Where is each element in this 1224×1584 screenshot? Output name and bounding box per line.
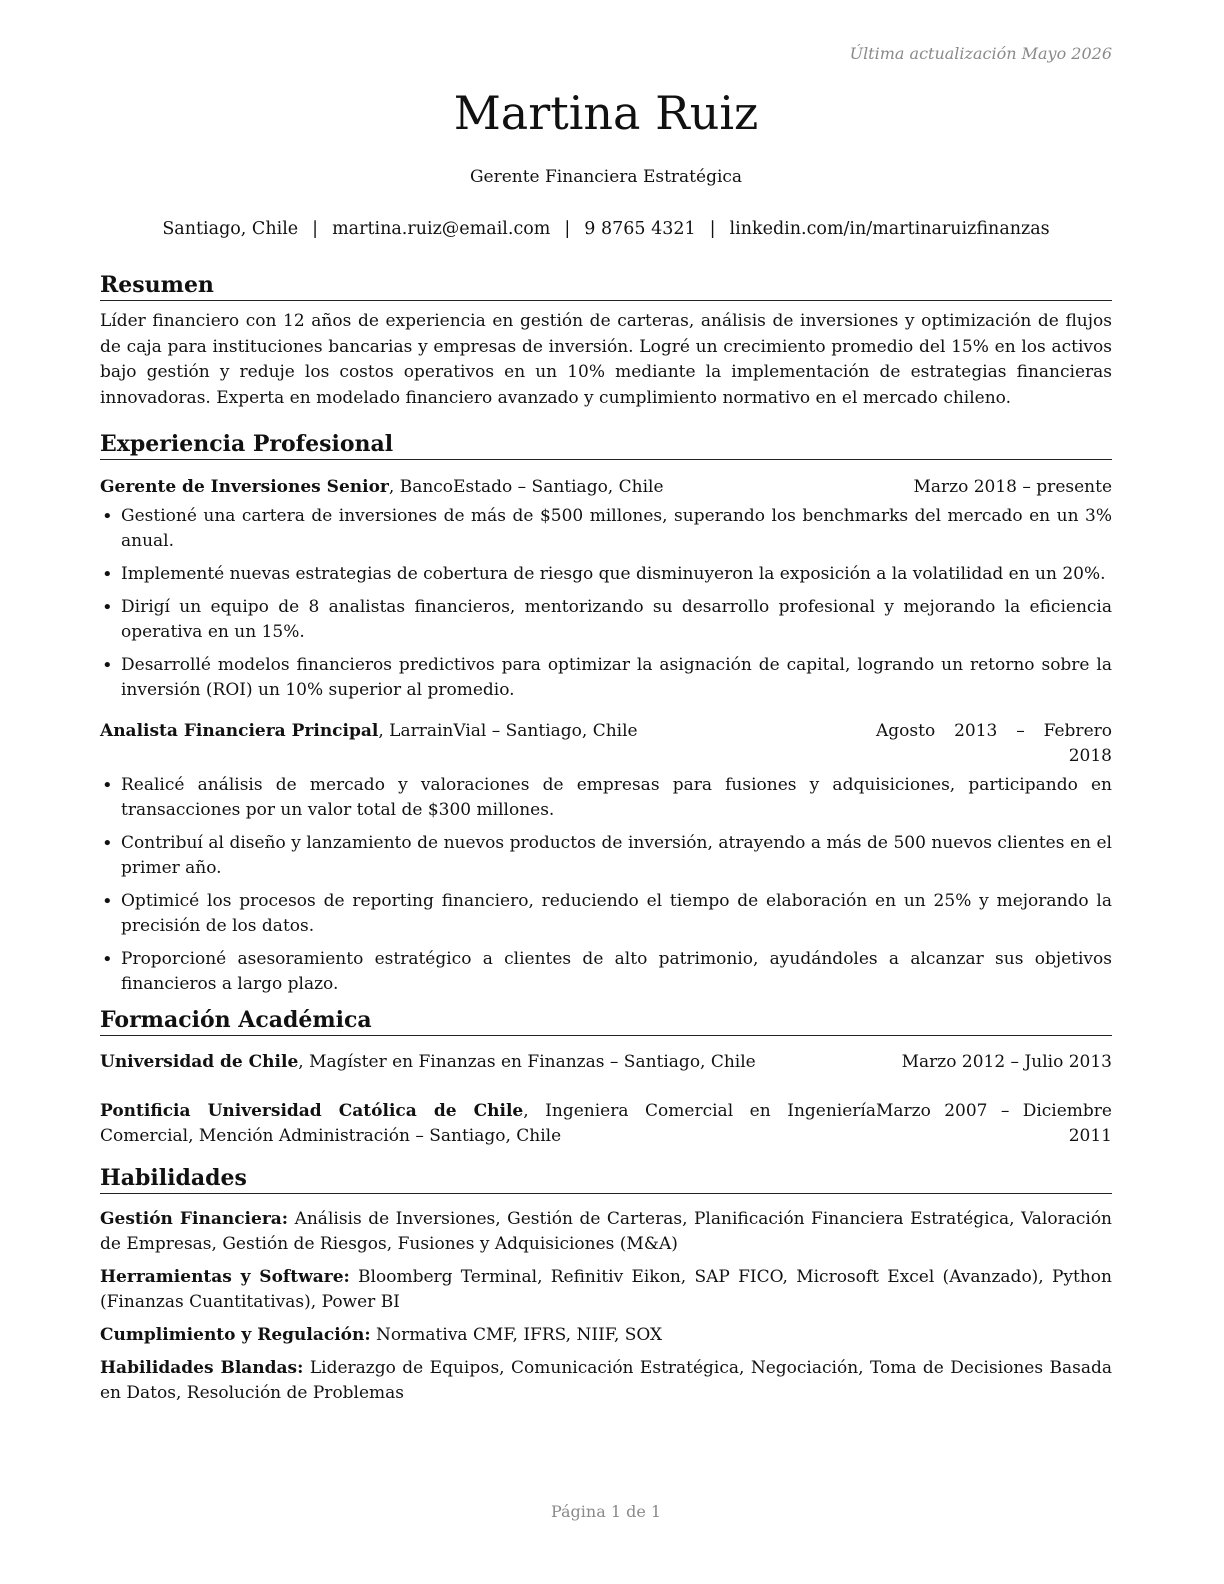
summary-text: Líder financiero con 12 años de experiencia en gestión de carteras, análisis de inversiones y optimización de flujos de caja para instituciones bancarias y empresas de inversión. Logré un crecimiento promedio del 15% en los activos bajo gestión y reduje los costos operativos en un 10% mediante la implementación de estrategias financieras innovadoras. Experta en modelado financiero avanzado y cumplimiento normativo en el mercado chileno. [100,311,1112,408]
candidate-name: Martina Ruiz [453,86,759,140]
skill-value: Bloomberg Terminal, Refinitiv Eikon, SAP FICO, Microsoft Excel (Avanzado), Python (Finanzas Cuantitativas), Power BI [100,1267,1112,1312]
job-company: , LarrainVial – Santiago, Chile [378,721,638,741]
list-item: • Optimicé los procesos de reporting financiero, reduciendo el tiempo de elaboración en un 25% y mejorando la precisión de los datos. [100,889,1112,939]
resume-page [100,0,1112,1584]
skill-row [100,1265,1112,1315]
job-header [100,475,1112,500]
job-position: Analista Financiera Principal [100,721,379,741]
job-dates: Agosto 2013 – Febrero 2018 [876,721,1112,766]
list-item: • Realicé análisis de mercado y valoraciones de empresas para fusiones y adquisiciones, participando en transacciones por un valor total de $300 millones. [100,773,1112,823]
education-section [100,1006,1112,1149]
list-item: • Gestioné una cartera de inversiones de más de $500 millones, superando los benchmarks del mercado en un 3% anual. [100,504,1112,554]
list-item: • Implementé nuevas estrategias de cobertura de riesgo que disminuyeron la exposición a la volatilidad en un 20%. [100,562,1112,587]
skills-section [100,1164,1112,1406]
skill-value: Normativa CMF, IFRS, NIIF, SOX [370,1325,663,1345]
education-dates: Marzo 2007 – Diciembre 2011 [876,1101,1112,1146]
contact-line [100,219,1112,239]
list-item: • Desarrollé modelos financieros predictivos para optimizar la asignación de capital, logrando un retorno sobre la inversión (ROI) un 10% superior al promedio. [100,653,1112,703]
job-dates: Marzo 2018 – presente [913,477,1112,497]
education-school: Pontificia Universidad Católica de Chile [100,1101,524,1121]
skill-value: Liderazgo de Equipos, Comunicación Estratégica, Negociación, Toma de Decisiones Basada en Datos, Resolución de Problemas [100,1358,1113,1403]
contact-separator: | [709,219,716,239]
list-item: • Proporcioné asesoramiento estratégico a clientes de alto patrimonio, ayudándoles a alcanzar sus objetivos financieros a largo plazo. [100,947,1112,997]
skill-label: Herramientas y Software: [100,1267,350,1287]
section-title: Resumen [100,271,1112,301]
contact-linkedin[interactable]: linkedin.com/in/martinaruizfinanzas [729,219,1050,239]
candidate-role: Gerente Financiera Estratégica [469,167,743,187]
contact-separator: | [312,219,319,239]
section-title: Formación Académica [100,1006,1112,1036]
last-updated: Última actualización Mayo 2026 [849,44,1112,63]
education-dates: Marzo 2012 – Julio 2013 [901,1052,1112,1072]
contact-location: Santiago, Chile [162,219,299,239]
contact-separator: | [564,219,571,239]
skill-label: Gestión Financiera: [100,1209,289,1229]
job-entry [100,719,1112,997]
skill-row [100,1356,1112,1406]
section-title: Experiencia Profesional [100,430,1112,460]
skill-label: Habilidades Blandas: [100,1358,304,1378]
skill-label: Cumplimiento y Regulación: [100,1325,371,1345]
skill-value: Análisis de Inversiones, Gestión de Carteras, Planificación Financiera Estratégica, Valoración de Empresas, Gestión de Riesgos, Fusiones y Adquisiciones (M&A) [100,1209,1113,1254]
list-item: • Contribuí al diseño y lanzamiento de nuevos productos de inversión, atrayendo a más de 500 nuevos clientes en el primer año. [100,831,1112,881]
job-bullets [100,773,1112,997]
job-entry [100,475,1112,703]
education-entry [100,1099,1112,1149]
job-company: , BancoEstado – Santiago, Chile [388,477,664,497]
contact-phone: 9 8765 4321 [584,219,696,239]
job-bullets [100,504,1112,703]
experience-section [100,430,1112,1005]
skill-row [100,1207,1112,1257]
skill-row [100,1323,1112,1348]
job-header [100,719,1112,769]
summary-section [100,271,1112,411]
job-position: Gerente de Inversiones Senior [100,477,389,497]
education-entry [100,1050,1112,1075]
section-title: Habilidades [100,1164,1112,1194]
contact-email[interactable]: martina.ruiz@email.com [332,219,551,239]
list-item: • Dirigí un equipo de 8 analistas financieros, mentorizando su desarrollo profesional y mejorando la eficiencia operativa en un 15%. [100,595,1112,645]
education-degree: , Magíster en Finanzas en Finanzas – Santiago, Chile [298,1052,756,1072]
education-degree: , Ingeniera Comercial en Ingeniería Comercial, Mención Administración – Santiago, Chile [100,1101,876,1146]
page-number: Página 1 de 1 [550,1502,662,1521]
education-school: Universidad de Chile [100,1052,299,1072]
